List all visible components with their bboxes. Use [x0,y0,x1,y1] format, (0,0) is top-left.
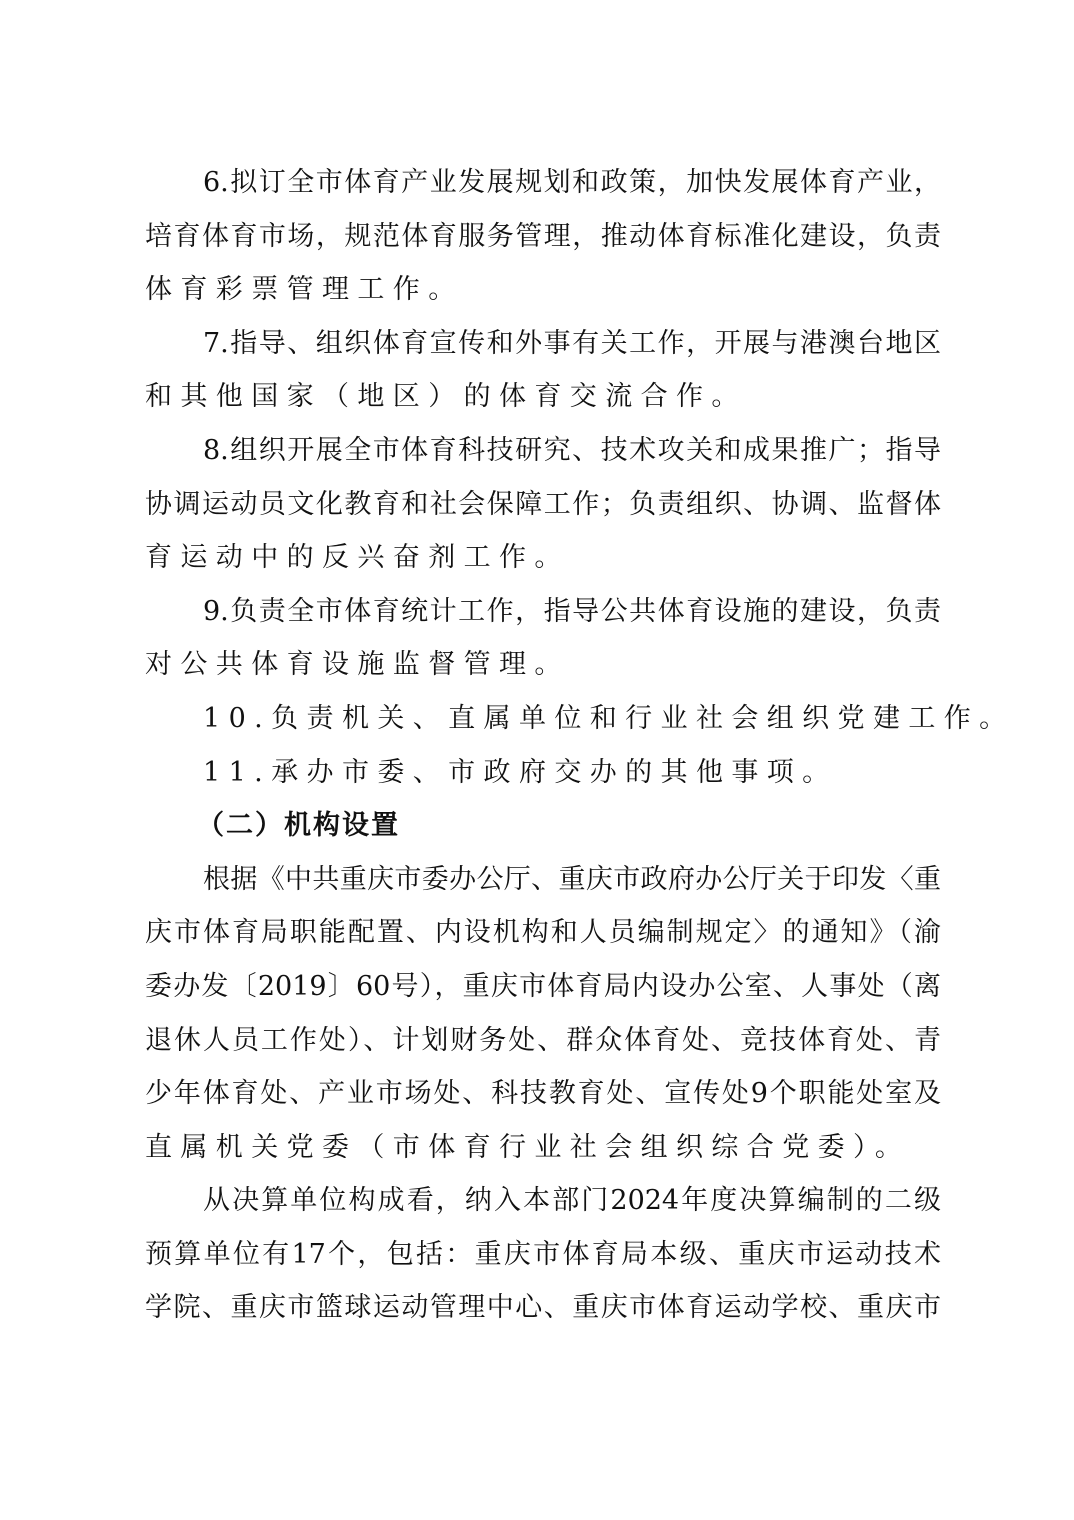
text-line: 8.组织开展全市体育科技研究、技术攻关和成果推广；指导 [203,434,941,466]
text-line: 培育体育市场，规范体育服务管理，推动体育标准化建设，负责 [145,220,941,252]
duty-item-10 [145,692,1015,746]
duty-item-7 [145,317,941,424]
text-line: 直属机关党委（市体育行业社会组织综合党委）。 [145,1131,911,1163]
budget-units-paragraph [145,1174,941,1335]
text-line: 6.拟订全市体育产业发展规划和政策，加快发展体育产业， [203,167,941,198]
text-line: 退休人员工作处）、计划财务处、群众体育处、竞技体育处、青 [145,1024,941,1056]
document-page [145,156,1015,1335]
duty-item-8 [145,424,941,585]
text-line: 少年体育处、产业市场处、科技教育处、宣传处9个职能处室及 [145,1078,941,1110]
text-line: 7.指导、组织体育宣传和外事有关工作，开展与港澳台地区 [203,327,941,359]
text-line: 体育彩票管理工作。 [145,274,464,306]
duty-item-11 [145,746,941,800]
text-line: 庆市体育局职能配置、内设机构和人员编制规定〉的通知》（渝 [145,917,941,949]
text-line: 协调运动员文化教育和社会保障工作；负责组织、协调、监督体 [145,488,941,520]
text-line: 学院、重庆市篮球运动管理中心、重庆市体育运动学校、重庆市 [145,1292,941,1324]
text-line: 育运动中的反兴奋剂工作。 [145,542,570,574]
text-line: 11.承办市委、市政府交办的其他事项。 [203,756,838,788]
text-line: 10.负责机关、直属单位和行业社会组织党建工作。 [203,702,1015,734]
text-line: 委办发〔2019〕60号），重庆市体育局内设办公室、人事处（离 [145,970,941,1002]
duty-item-9 [145,585,941,692]
section-heading: （二）机构设置 [197,810,400,842]
text-line: 根据《中共重庆市委办公厅、重庆市政府办公厅关于印发〈重 [203,863,941,895]
text-line: 9.负责全市体育统计工作，指导公共体育设施的建设，负责 [203,595,941,627]
text-line: 对公共体育设施监督管理。 [145,649,570,681]
duty-item-6 [145,156,941,317]
text-line: 预算单位有17个，包括：重庆市体育局本级、重庆市运动技术 [145,1238,941,1270]
text-line: 从决算单位构成看，纳入本部门2024年度决算编制的二级 [203,1185,941,1217]
org-setup-paragraph [145,853,941,1175]
text-line: 和其他国家（地区）的体育交流合作。 [145,381,747,413]
